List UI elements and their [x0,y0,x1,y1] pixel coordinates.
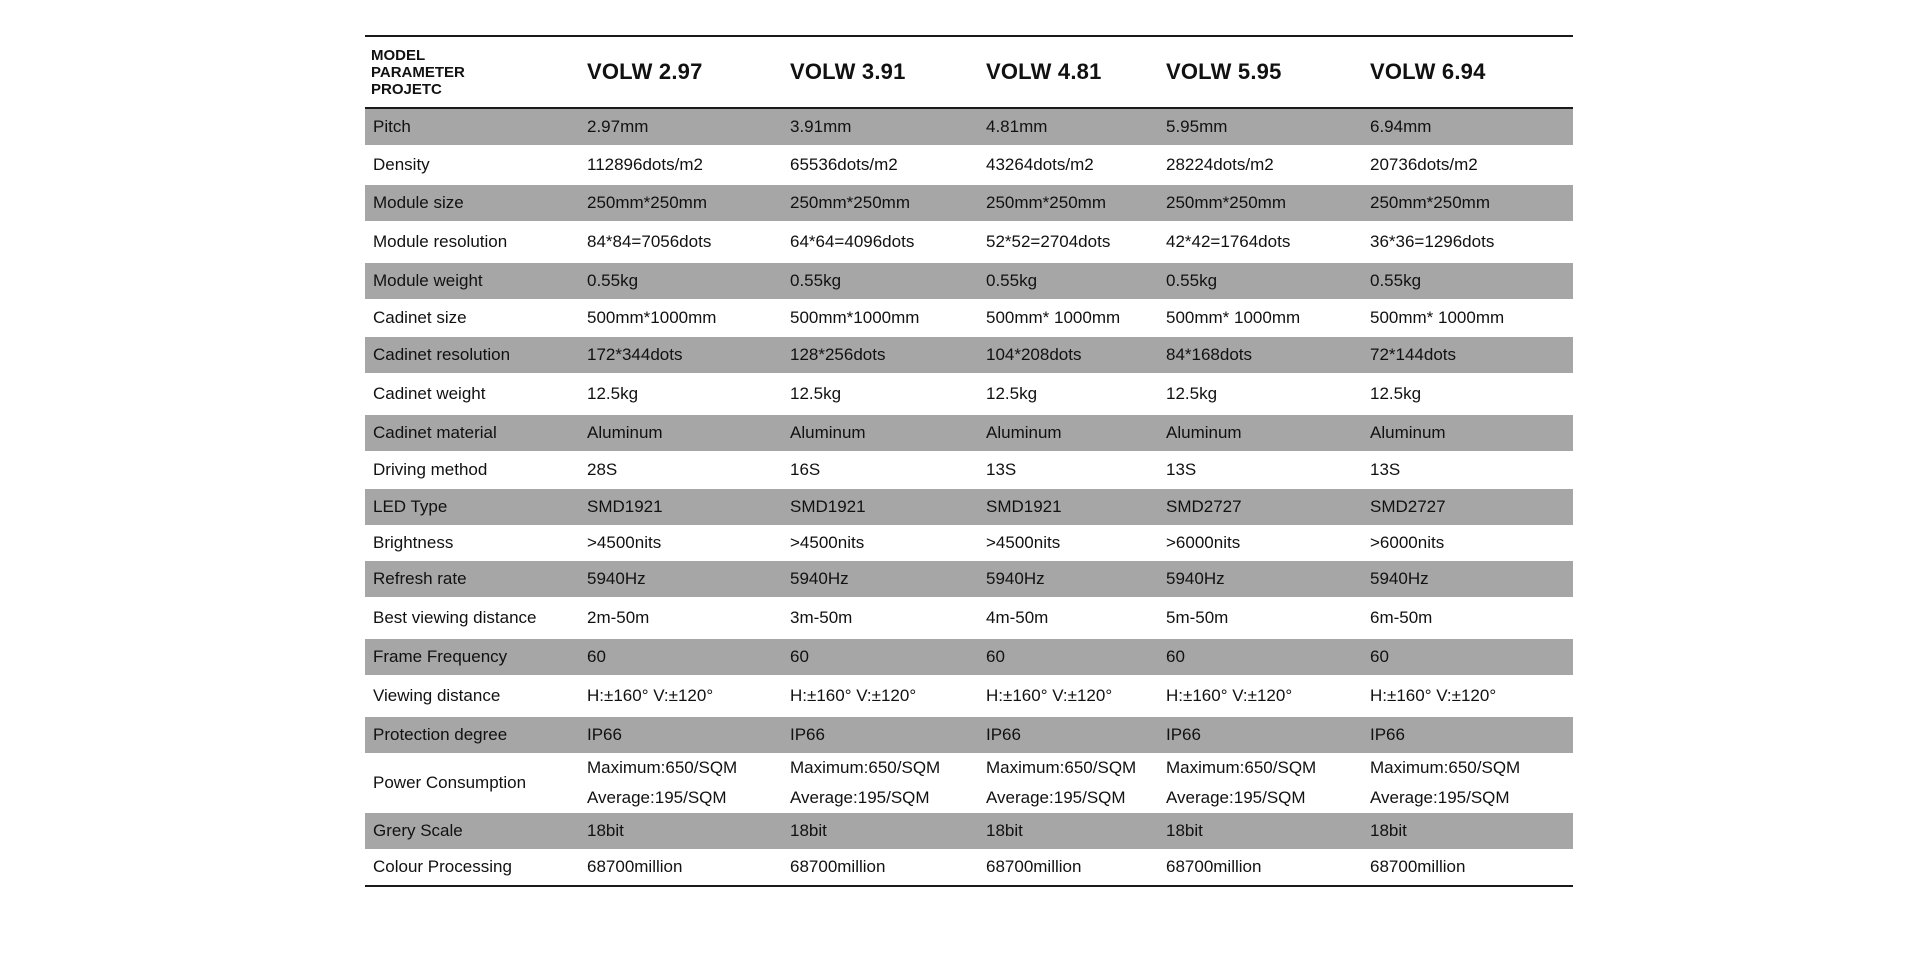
power-max: Maximum:650/SQM [1166,758,1317,777]
row-label: Cadinet size [373,308,467,327]
table-cell: 18bit [587,821,624,840]
model-name: VOLW 3.91 [790,59,906,84]
table-cell: 68700million [986,857,1082,876]
table-cell [974,753,1154,813]
table-cell: 12.5kg [587,384,639,403]
table-cell: SMD2727 [1166,497,1242,516]
table-header [365,37,1573,109]
row-label: Cadinet resolution [373,345,511,364]
table-cell: 12.5kg [1370,384,1422,403]
header-label-line: PROJETC [371,80,442,98]
table-cell: 16S [790,460,821,479]
table-cell: 72*144dots [1370,345,1457,364]
table-cell: Aluminum [1370,423,1446,442]
table-cell: 43264dots/m2 [986,155,1094,174]
table-cell: 84*84=7056dots [587,232,712,251]
table-cell: H:±160° V:±120° [790,686,917,705]
table-cell: 250mm*250mm [986,193,1106,212]
model-name: VOLW 4.81 [986,59,1102,84]
table-cell: 5940Hz [986,569,1045,588]
table-cell: 20736dots/m2 [1370,155,1478,174]
table-row [365,299,1573,337]
table-cell: >4500nits [587,533,662,552]
power-max: Maximum:650/SQM [587,758,738,777]
table-row [365,337,1573,373]
header-label [365,47,575,98]
table-cell: 68700million [790,857,886,876]
table-cell: >6000nits [1166,533,1241,552]
table-cell: 52*52=2704dots [986,232,1111,251]
table-cell: Aluminum [587,423,663,442]
row-label: LED Type [373,497,448,516]
row-label: Colour Processing [373,857,512,876]
table-cell: 500mm* 1000mm [1370,308,1505,327]
row-label: Density [373,155,430,174]
table-row [365,415,1573,451]
table-row [365,373,1573,415]
table-cell: 3.91mm [790,117,852,136]
table-cell: IP66 [986,725,1021,744]
table-cell: >4500nits [790,533,865,552]
row-label: Brightness [373,533,454,552]
table-cell: 500mm* 1000mm [1166,308,1301,327]
table-cell: 18bit [986,821,1023,840]
row-label: Pitch [373,117,411,136]
table-row [365,451,1573,489]
row-label: Viewing distance [373,686,501,705]
table-cell: 36*36=1296dots [1370,232,1495,251]
power-max: Maximum:650/SQM [1370,758,1521,777]
table-row [365,813,1573,849]
table-cell: 60 [1166,647,1185,666]
power-avg: Average:195/SQM [790,788,930,807]
table-row [365,185,1573,221]
table-cell: 68700million [587,857,683,876]
table-row [365,639,1573,675]
table-cell: 5940Hz [1166,569,1225,588]
table-cell: 42*42=1764dots [1166,232,1291,251]
row-label: Module resolution [373,232,508,251]
table-row [365,753,1573,813]
power-avg: Average:195/SQM [986,788,1126,807]
table-cell: Aluminum [790,423,866,442]
table-cell: 250mm*250mm [587,193,707,212]
power-avg: Average:195/SQM [1166,788,1306,807]
row-label: Grery Scale [373,821,463,840]
table-cell: 6.94mm [1370,117,1432,136]
table-cell: 0.55kg [986,271,1038,290]
table-row [365,109,1573,145]
table-cell: 12.5kg [1166,384,1218,403]
table-cell: 13S [986,460,1017,479]
power-max: Maximum:650/SQM [790,758,941,777]
table-cell: 18bit [790,821,827,840]
table-cell: 172*344dots [587,345,683,364]
table-cell: 0.55kg [790,271,842,290]
row-label: Power Consumption [373,773,527,792]
table-cell: 4m-50m [986,608,1049,627]
table-row [365,717,1573,753]
table-cell: 500mm*1000mm [790,308,920,327]
table-cell: Aluminum [986,423,1062,442]
table-cell: 0.55kg [1370,271,1422,290]
table-cell: SMD1921 [587,497,663,516]
row-label: Cadinet weight [373,384,486,403]
table-cell: IP66 [1166,725,1201,744]
table-cell: 60 [986,647,1005,666]
spec-table [365,35,1573,887]
table-cell: 18bit [1166,821,1203,840]
table-cell: 12.5kg [790,384,842,403]
row-label: Frame Frequency [373,647,508,666]
table-cell: H:±160° V:±120° [1370,686,1497,705]
table-cell: 60 [790,647,809,666]
table-cell [1358,753,1573,813]
row-label: Module size [373,193,464,212]
table-cell: H:±160° V:±120° [986,686,1113,705]
table-cell: 250mm*250mm [790,193,910,212]
table-cell: >4500nits [986,533,1061,552]
power-avg: Average:195/SQM [587,788,727,807]
table-cell: 500mm*1000mm [587,308,717,327]
table-row [365,675,1573,717]
table-cell: 64*64=4096dots [790,232,915,251]
table-cell: >6000nits [1370,533,1445,552]
table-cell: 3m-50m [790,608,853,627]
table-cell: 6m-50m [1370,608,1433,627]
table-cell: IP66 [790,725,825,744]
table-cell: 65536dots/m2 [790,155,898,174]
table-cell: 18bit [1370,821,1407,840]
table-cell: 500mm* 1000mm [986,308,1121,327]
row-label: Protection degree [373,725,508,744]
table-cell: 13S [1370,460,1401,479]
table-cell: 0.55kg [1166,271,1218,290]
table-cell: 68700million [1166,857,1262,876]
table-cell: 5940Hz [587,569,646,588]
table-cell: 112896dots/m2 [587,155,703,174]
table-cell: 5.95mm [1166,117,1228,136]
table-cell: 60 [587,647,606,666]
model-name: VOLW 2.97 [587,59,703,84]
table-cell: 28224dots/m2 [1166,155,1274,174]
row-label: Module weight [373,271,483,290]
row-label: Refresh rate [373,569,467,588]
model-name: VOLW 6.94 [1370,59,1486,84]
table-cell: 5940Hz [1370,569,1429,588]
table-cell: 128*256dots [790,345,886,364]
table-cell: 2.97mm [587,117,649,136]
table-cell: 2m-50m [587,608,650,627]
table-cell: 5940Hz [790,569,849,588]
table-cell: 68700million [1370,857,1466,876]
table-row [365,145,1573,185]
table-cell: H:±160° V:±120° [587,686,714,705]
table-cell: SMD1921 [790,497,866,516]
table-cell: 104*208dots [986,345,1082,364]
header-label-line: MODEL [371,46,426,64]
table-cell: Aluminum [1166,423,1242,442]
power-max: Maximum:650/SQM [986,758,1137,777]
table-row [365,221,1573,263]
table-cell: H:±160° V:±120° [1166,686,1293,705]
row-label: Driving method [373,460,488,479]
table-cell [575,753,778,813]
row-label: Cadinet material [373,423,497,442]
table-cell: 84*168dots [1166,345,1253,364]
table-cell: SMD1921 [986,497,1062,516]
table-cell: 60 [1370,647,1389,666]
header-label-line: PARAMETER [371,63,465,81]
table-cell: 0.55kg [587,271,639,290]
table-cell: IP66 [1370,725,1405,744]
table-row [365,849,1573,885]
table-row [365,489,1573,525]
table-cell: 4.81mm [986,117,1048,136]
row-label: Best viewing distance [373,608,537,627]
table-cell: 13S [1166,460,1197,479]
table-cell: SMD2727 [1370,497,1446,516]
table-row [365,525,1573,561]
table-cell [1154,753,1358,813]
table-cell: 12.5kg [986,384,1038,403]
table-cell: IP66 [587,725,622,744]
table-row [365,263,1573,299]
model-name: VOLW 5.95 [1166,59,1282,84]
table-cell [778,753,974,813]
power-avg: Average:195/SQM [1370,788,1510,807]
table-row [365,597,1573,639]
table-cell: 5m-50m [1166,608,1229,627]
table-cell: 250mm*250mm [1370,193,1490,212]
table-cell: 250mm*250mm [1166,193,1286,212]
table-row [365,561,1573,597]
table-cell: 28S [587,460,618,479]
